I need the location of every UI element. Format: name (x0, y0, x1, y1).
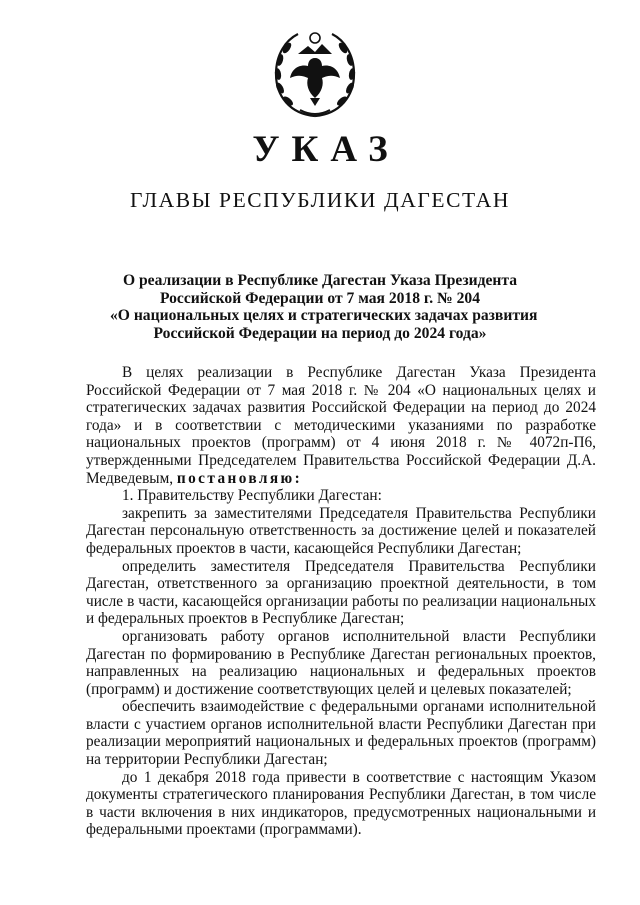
document-title: УКАЗ (252, 129, 400, 170)
document-issuer: ГЛАВЫ РЕСПУБЛИКИ ДАГЕСТАН (130, 188, 510, 212)
decree-body (86, 364, 596, 839)
heading-line: Российской Федерации от 7 мая 2018 г. № 204 (159, 289, 481, 307)
heading-line: «О национальных целях и стратегических задачах развития (110, 307, 538, 325)
decree-heading (110, 272, 538, 343)
decree-word: постановляю (176, 469, 295, 487)
body-paragraph: определить заместителя Председателя Правительства Республики Дагестан, ответственного за организацию проектной деятельности, в том числе в части, касающейся организации работы по реализации национальных и федеральных проектов в Республике Дагестан; (86, 557, 596, 628)
body-paragraph: до 1 декабря 2018 года привести в соответствие с настоящим Указом документы стратегического планирования Республики Дагестан, в том числе в части включения в них индикаторов, предусмотренных национальными и федеральными проектами (программами). (86, 768, 596, 839)
preamble-text: В целях реализации в Республике Дагестан Указа Президента Российской Федерации от 7 мая 2018 г. № 204 «О национальных целях и стратегических задачах развития Российской Федерации на период до 2024 года» и в соответствии с методическими указаниями по разработке национальных проектов (программ) от 4 июня 2018 г. № 4072п-П6, утвержденными Председателем Правительства Российской Федерации Д.А. Медведевым, (86, 364, 596, 487)
coat-of-arms-icon (270, 24, 360, 120)
body-paragraph: организовать работу органов исполнительной власти Республики Дагестан по формированию в Республике Дагестан региональных проектов, направленных на реализацию национальных и федеральных проектов (программ) и достижение соответствующих целей и целевых показателей; (86, 627, 596, 698)
body-paragraph: закрепить за заместителями Председателя Правительства Республики Дагестан персональную ответственность за достижение целей и показателей федеральных проектов в части, касающейся Республики Дагестан; (86, 504, 596, 557)
preamble-paragraph (86, 364, 596, 487)
heading-line: Российской Федерации на период до 2024 года» (153, 325, 487, 343)
decree-colon: : (294, 469, 303, 487)
item-1-heading: 1. Правительству Республики Дагестан: (122, 487, 382, 505)
heading-line: О реализации в Республике Дагестан Указа Президента (122, 272, 518, 289)
body-paragraph: обеспечить взаимодействие с федеральными органами исполнительной власти с участием органов исполнительной власти Республики Дагестан при реализации мероприятий национальных и федеральных проектов (программ) на территории Республики Дагестан; (86, 698, 596, 769)
